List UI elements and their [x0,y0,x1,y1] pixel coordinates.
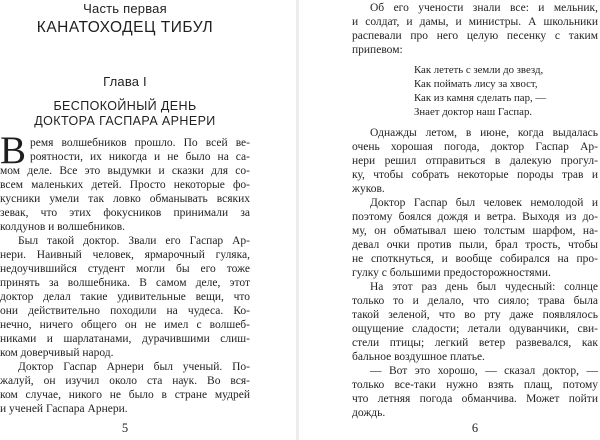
text-line: девал очки против пыли, брал трость, чтобы [352,239,598,251]
chapter-title [0,99,250,129]
text-line: очень хорошая погода, доктор Гаспар Ар- [352,141,598,153]
left-page-number: 5 [121,421,129,435]
text-line: нери. Наивный человек, ярмарочный гуляка, [0,249,250,261]
paragraph [352,196,598,280]
text-line: они действительно походили на чудеса. Ко- [0,305,250,317]
text-line: распевали про него целую песенку с таким [352,30,598,42]
right-page-number: 6 [471,421,479,435]
text-line: доктор делал такие удивительные вещи, что [0,291,250,303]
text-line: что летняя погода обманчива. Может пойти [352,393,598,405]
verse-line: Как поймать лису за хвост, [414,78,538,90]
text-line: Доктор Гаспар был человек немолодой и [370,197,598,209]
text-line: жалуй, он изучил около ста наук. Во вся- [0,375,250,387]
right-page [352,0,598,440]
text-line: кусники умели так ловко обманывать всяких [0,193,250,205]
text-line: стели птицы; легкий ветер развевался, как [352,337,598,349]
paragraph [0,234,250,360]
text-line: недоучившийся студент могли бы его тоже [0,263,250,275]
verse-line: Как лететь с земли до звезд, [414,64,544,76]
paragraph [0,360,250,416]
paragraph [0,129,250,234]
right-page-body [352,1,598,420]
text-line: не споткнуться, и вообще собирался на про- [352,253,598,265]
text-line: Был такой доктор. Звали его Гаспар Ар- [18,235,250,247]
paragraph [352,280,598,364]
text-line: нечно, ничего общего он не имел с волшеб- [0,319,250,331]
text-line: и солдат, и дамы, и министры. А школьники [352,16,598,28]
text-line: бальное воздушное платье. [352,351,485,363]
text-line: — Вот это хорошо, — сказал доктор, — [370,365,598,377]
text-line: му, он обматывал шею толстым шарфом, на- [352,225,598,237]
text-line: и ученей Гаспара Арнери. [0,403,128,415]
verse-line: Как из камня сделать пар, — [414,92,547,104]
text-line: ощущение сладости; летали одуванчики, сви- [352,323,598,335]
text-line: колдунов и волшебников. [0,221,126,233]
text-line: никами и шарлатанами, дурачившими слиш- [0,333,250,345]
chapter-title-line-2: ДОКТОРА ГАСПАРА АРНЕРИ [34,114,216,128]
text-line: мом деле. Все это выдумки и сказки для со- [0,165,250,177]
text-line: роятности, их никогда и не было на са- [30,151,250,163]
text-line: только все-таки нужно взять плащ, потому [352,379,598,391]
verse-block [414,63,598,119]
paragraph [352,1,598,57]
left-page-body [0,129,250,416]
chapter-label: Глава I [103,74,147,89]
text-line: ремя волшебников прошло. По всей ве- [30,137,250,149]
text-line: Доктор Гаспар Арнери был ученый. По- [18,361,250,373]
verse-line: Знает доктор наш Гаспар. [414,106,533,118]
text-line: жуков. [352,183,385,195]
text-line: припевом: [352,44,403,56]
text-line: ком доверчивый народ. [0,347,114,359]
paragraph [352,364,598,420]
text-line: только то и делало, что сияло; трава была [352,295,598,307]
text-line: нери решил отправиться в далекую прогул- [352,155,598,167]
text-line: всем маленьких детей. Просто некоторые фо- [0,179,250,191]
part-label: Часть первая [83,1,167,16]
paragraph [352,126,598,196]
text-line: ком случае, никого не было в стране мудрей [0,389,250,401]
text-line: зевак, что этих фокусников принимали за [0,207,250,219]
text-line: поэтому боялся дождя и ветра. Выходя из до- [352,211,598,223]
text-line: дождь. [352,407,386,419]
text-line: Однажды летом, в июне, когда выдалась [370,127,598,139]
part-title: КАНАТОХОДЕЦ ТИБУЛ [36,19,214,36]
left-page [0,0,250,440]
text-line: На этот раз день был чудесный: солнце [370,281,598,293]
chapter-title-line-1: БЕСПОКОЙНЫЙ ДЕНЬ [53,99,197,113]
text-line: Об его учености знали все: и мельник, [370,2,598,14]
drop-cap-letter: В [0,129,27,172]
page-gutter-divider [296,0,299,440]
text-line: такой зеленой, что во рту даже появлялось [352,309,598,321]
text-line: ку, чтобы собрать некоторые породы трав и [352,169,598,181]
text-line: принять за волшебника. В самом деле, этот [0,277,250,289]
text-line: гулку с большими предосторожностями. [352,267,551,279]
